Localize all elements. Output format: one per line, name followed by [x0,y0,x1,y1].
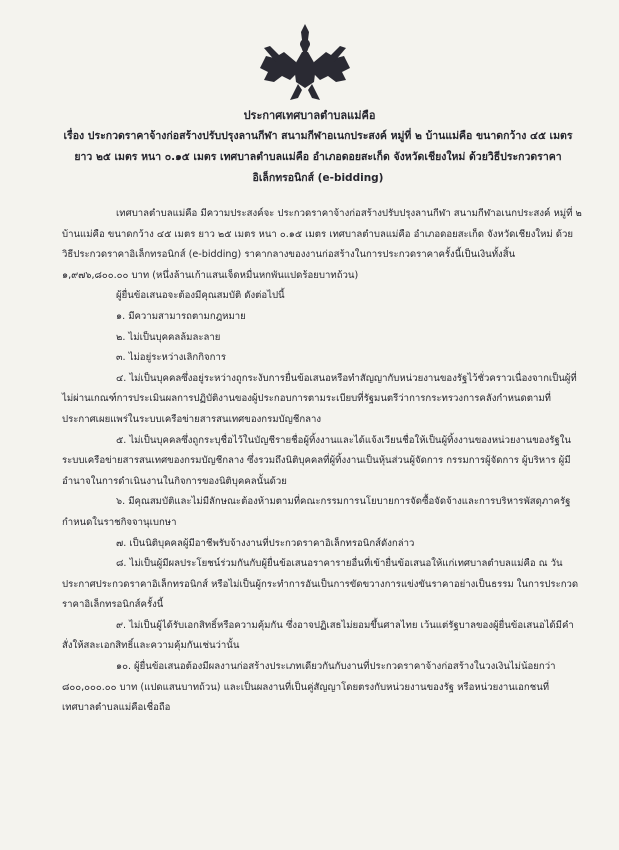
announcement-title: ประกาศเทศบาลตำบลแม่คือ [243,109,376,122]
qualification-item-5: ๕. ไม่เป็นบุคคลซึ่งถูกระบุชื่อไว้ในบัญชีรายชื่อผู้ทิ้งงานและได้แจ้งเวียนชื่อให้เป็นผู้ทิ้งงานของหน่วยงานของรัฐในระบบเครือข่ายสารสนเทศของกรมบัญชีกลาง ซึ่งรวมถึงนิติบุคคลที่ผู้ทิ้งงานเป็นหุ้นส่วนผู้จัดการ กรรมการผู้จัดการ ผู้บริหาร ผู้มีอำนาจในการดำเนินงานในกิจการของนิติบุคคลนั้นด้วย [62,434,571,487]
qualification-item-2: ๒. ไม่เป็นบุคคลล้มละลาย [116,331,221,343]
announcement-body [62,204,582,719]
qualifications-heading: ผู้ยื่นข้อเสนอจะต้องมีคุณสมบัติ ดังต่อไปนี้ [116,290,285,302]
qualification-item-9: ๙. ไม่เป็นผู้ได้รับเอกสิทธิ์หรือความคุ้มกัน ซึ่งอาจปฏิเสธไม่ยอมขึ้นศาลไทย เว้นแต่รัฐบาลของผู้ยื่นข้อเสนอได้มีคำสั่งให้สละเอกสิทธิ์และความคุ้มกันเช่นว่านั้น [62,619,574,652]
qualification-item-7: ๗. เป็นนิติบุคคลผู้มีอาชีพรับจ้างงานที่ประกวดราคาอิเล็กทรอนิกส์ดังกล่าว [116,537,415,549]
qualification-item-3: ๓. ไม่อยู่ระหว่างเลิกกิจการ [116,352,227,364]
qualification-item-4: ๔. ไม่เป็นบุคคลซึ่งอยู่ระหว่างถูกระงับการยื่นข้อเสนอหรือทำสัญญากับหน่วยงานของรัฐไว้ชั่วคราวเนื่องจากเป็นผู้ที่ไม่ผ่านเกณฑ์การประเมินผลการปฏิบัติงานของผู้ประกอบการตามระเบียบที่รัฐมนตรีว่าการกระทรวงการคลังกำหนดตามที่ประกาศเผยแพร่ในระบบเครือข่ายสารสนเทศของกรมบัญชีกลาง [62,372,577,425]
qualification-item-10: ๑๐. ผู้ยื่นข้อเสนอต้องมีผลงานก่อสร้างประเภทเดียวกันกับงานที่ประกวดราคาจ้างก่อสร้างในวงเงินไม่น้อยกว่า ๘๐๐,๐๐๐.๐๐ บาท (แปดแสนบาทถ้วน) และเป็นผลงานที่เป็นคู่สัญญาโดยตรงกับหน่วยงานของรัฐ หรือหน่วยงานเอกชนที่เทศบาลตำบลแม่คือเชื่อถือ [62,661,556,714]
qualification-item-6: ๖. มีคุณสมบัติและไม่มีลักษณะต้องห้ามตามที่คณะกรรมการนโยบายการจัดซื้อจัดจ้างและการบริหารพัสดุภาครัฐกำหนดในราชกิจจานุเบกษา [62,496,571,528]
intro-paragraph: เทศบาลตำบลแม่คือ มีความประสงค์จะ ประกวดราคาจ้างก่อสร้างปรับปรุงลานกีฬา สนามกีฬาอเนกประสงค์ หมู่ที่ ๒ บ้านแม่คือ ขนาดกว้าง ๔๕ เมตร ยาว ๒๕ เมตร หนา ๐.๑๕ เมตร เทศบาลตำบลแม่คือ อำเภอดอยสะเก็ด จังหวัดเชียงใหม่ ด้วยวิธีประกวดราคาอิเล็กทรอนิกส์ (e-bidding) ราคากลางของงานก่อสร้างในการประกวดราคาครั้งนี้เป็นเงินทั้งสิ้น ๑,๙๗๖,๘๐๐.๐๐ บาท (หนึ่งล้านเก้าแสนเจ็ดหมื่นหกพันแปดร้อยบาทถ้วน) [62,208,582,281]
qualification-item-8: ๘. ไม่เป็นผู้มีผลประโยชน์ร่วมกันกับผู้ยื่นข้อเสนอราคารายอื่นที่เข้ายื่นข้อเสนอให้แก่เทศบาลตำบลแม่คือ ณ วันประกาศประกวดราคาอิเล็กทรอนิกส์ หรือไม่เป็นผู้กระทำการอันเป็นการขัดขวางการแข่งขันราคาอย่างเป็นธรรม ในการประกวดราคาอิเล็กทรอนิกส์ครั้งนี้ [62,558,579,611]
garuda-emblem [256,22,354,104]
qualification-item-1: ๑. มีความสามารถตามกฎหมาย [116,310,246,322]
announcement-subject: เรื่อง ประกวดราคาจ้างก่อสร้างปรับปรุงลานกีฬา สนามกีฬาอเนกประสงค์ หมู่ที่ ๒ บ้านแม่คือ ขนาดกว้าง ๔๕ เมตร ยาว ๒๕ เมตร หนา ๐.๑๕ เมตร เทศบาลตำบลแม่คือ อำเภอดอยสะเก็ด จังหวัดเชียงใหม่ ด้วยวิธีประกวดราคาอิเล็กทรอนิกส์ (e-bidding) [63,130,573,184]
